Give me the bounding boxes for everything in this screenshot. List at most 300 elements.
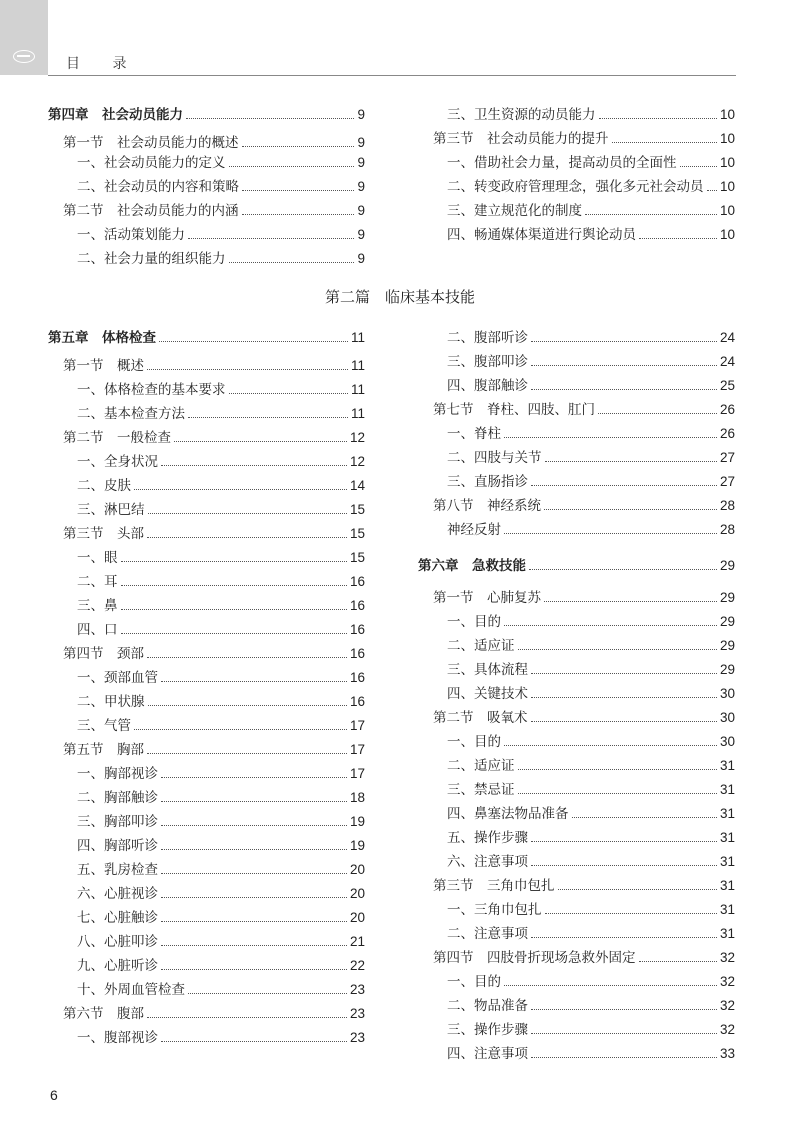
toc-entry-page: 30 bbox=[719, 710, 735, 725]
toc-entry-section[interactable] bbox=[418, 399, 735, 419]
dot-leader bbox=[531, 341, 717, 342]
toc-entry-page: 26 bbox=[719, 402, 735, 417]
toc-entry-page: 11 bbox=[350, 382, 365, 397]
dot-leader bbox=[161, 825, 347, 826]
dot-leader bbox=[518, 793, 717, 794]
toc-entry-item[interactable] bbox=[48, 379, 365, 399]
dot-leader bbox=[161, 801, 347, 802]
toc-entry-page: 28 bbox=[719, 522, 735, 537]
toc-entry-title: 第三节 三角巾包扎 bbox=[433, 878, 555, 894]
toc-entry-title: 九、心脏听诊 bbox=[77, 958, 158, 974]
toc-entry-section[interactable] bbox=[48, 200, 365, 220]
toc-entry-item[interactable] bbox=[418, 923, 735, 943]
dot-leader bbox=[161, 969, 347, 970]
toc-entry-page: 9 bbox=[357, 179, 365, 194]
toc-entry-page: 10 bbox=[719, 179, 735, 194]
toc-entry-item[interactable] bbox=[418, 152, 735, 172]
toc-entry-page: 9 bbox=[357, 107, 365, 122]
toc-entry-section[interactable] bbox=[48, 427, 365, 447]
dot-leader bbox=[504, 437, 717, 438]
toc-entry-item[interactable] bbox=[48, 835, 365, 855]
toc-entry-title: 第三节 头部 bbox=[63, 526, 144, 542]
dot-leader bbox=[680, 166, 717, 167]
toc-entry-page: 24 bbox=[719, 330, 735, 345]
toc-entry-item[interactable] bbox=[48, 1027, 365, 1047]
dot-leader bbox=[531, 721, 717, 722]
dot-leader bbox=[121, 609, 347, 610]
dot-leader bbox=[174, 441, 347, 442]
toc-entry-page: 33 bbox=[719, 1046, 735, 1061]
toc-entry-page: 12 bbox=[349, 454, 365, 469]
page-number: 6 bbox=[50, 1087, 58, 1103]
toc-entry-item[interactable] bbox=[48, 787, 365, 807]
toc-entry-title: 三、直肠指诊 bbox=[447, 474, 528, 490]
toc-entry-title: 第三节 社会动员能力的提升 bbox=[433, 131, 609, 147]
dot-leader bbox=[188, 417, 348, 418]
toc-entry-title: 三、建立规范化的制度 bbox=[447, 203, 582, 219]
dot-leader bbox=[518, 649, 717, 650]
toc-entry-title: 四、口 bbox=[77, 622, 118, 638]
toc-entry-page: 24 bbox=[719, 354, 735, 369]
toc-entry-page: 23 bbox=[349, 982, 365, 997]
toc-entry-page: 16 bbox=[349, 574, 365, 589]
toc-entry-page: 10 bbox=[719, 131, 735, 146]
dot-leader bbox=[148, 705, 347, 706]
toc-entry-title: 一、体格检查的基本要求 bbox=[77, 382, 226, 398]
toc-entry-page: 9 bbox=[357, 251, 365, 266]
toc-entry-page: 9 bbox=[357, 203, 365, 218]
toc-entry-item[interactable] bbox=[418, 755, 735, 775]
toc-entry-title: 三、淋巴结 bbox=[77, 502, 145, 518]
dot-leader bbox=[242, 190, 354, 191]
toc-entry-title: 一、颈部血管 bbox=[77, 670, 158, 686]
publisher-logo-icon bbox=[13, 50, 35, 63]
toc-entry-item[interactable] bbox=[48, 499, 365, 519]
toc-entry-item[interactable] bbox=[418, 971, 735, 991]
toc-entry-item[interactable] bbox=[418, 224, 735, 244]
toc-entry-title: 第二节 社会动员能力的内涵 bbox=[63, 203, 239, 219]
toc-entry-item[interactable] bbox=[418, 731, 735, 751]
dot-leader bbox=[504, 533, 717, 534]
dot-leader bbox=[504, 625, 717, 626]
toc-entry-title: 五、乳房检查 bbox=[77, 862, 158, 878]
toc-entry-section[interactable] bbox=[418, 128, 735, 148]
dot-leader bbox=[598, 413, 717, 414]
toc-entry-title: 十、外周血管检查 bbox=[77, 982, 185, 998]
toc-entry-item[interactable] bbox=[418, 779, 735, 799]
toc-entry-page: 29 bbox=[719, 590, 735, 605]
toc-entry-item[interactable] bbox=[48, 955, 365, 975]
dot-leader bbox=[518, 769, 717, 770]
toc-entry-page: 20 bbox=[349, 862, 365, 877]
toc-entry-page: 16 bbox=[349, 646, 365, 661]
toc-entry-item[interactable] bbox=[48, 619, 365, 639]
toc-entry-page: 19 bbox=[349, 838, 365, 853]
toc-entry-title: 二、基本检查方法 bbox=[77, 406, 185, 422]
dot-leader bbox=[504, 745, 717, 746]
toc-entry-page: 22 bbox=[349, 958, 365, 973]
dot-leader bbox=[148, 513, 347, 514]
dot-leader bbox=[161, 681, 347, 682]
toc-entry-title: 二、耳 bbox=[77, 574, 118, 590]
toc-entry-title: 四、注意事项 bbox=[447, 1046, 528, 1062]
toc-entry-item[interactable] bbox=[418, 176, 735, 196]
toc-entry-page: 15 bbox=[349, 550, 365, 565]
toc-entry-title: 三、腹部叩诊 bbox=[447, 354, 528, 370]
toc-entry-title: 三、胸部叩诊 bbox=[77, 814, 158, 830]
dot-leader bbox=[531, 389, 717, 390]
dot-leader bbox=[242, 214, 355, 215]
dot-leader bbox=[529, 569, 717, 570]
dot-leader bbox=[504, 985, 717, 986]
toc-entry-item[interactable] bbox=[48, 667, 365, 687]
toc-entry-title: 一、目的 bbox=[447, 734, 501, 750]
toc-entry-page: 19 bbox=[349, 814, 365, 829]
toc-entry-page: 18 bbox=[349, 790, 365, 805]
toc-entry-page: 14 bbox=[349, 478, 365, 493]
toc-entry-chapter[interactable] bbox=[418, 555, 735, 575]
dot-leader bbox=[161, 1041, 347, 1042]
toc-entry-page: 21 bbox=[349, 934, 365, 949]
dot-leader bbox=[531, 365, 717, 366]
toc-entry-title: 二、四肢与关节 bbox=[447, 450, 542, 466]
toc-entry-page: 17 bbox=[349, 718, 365, 733]
toc-entry-title: 第六章 急救技能 bbox=[418, 558, 526, 574]
toc-entry-title: 二、注意事项 bbox=[447, 926, 528, 942]
toc-entry-title: 神经反射 bbox=[447, 522, 501, 538]
toc-entry-title: 一、眼 bbox=[77, 550, 118, 566]
part-heading: 第二篇 临床基本技能 bbox=[324, 288, 475, 306]
dot-leader bbox=[544, 509, 717, 510]
toc-entry-title: 三、鼻 bbox=[77, 598, 118, 614]
dot-leader bbox=[544, 601, 717, 602]
dot-leader bbox=[134, 729, 347, 730]
toc-entry-page: 31 bbox=[719, 758, 735, 773]
toc-entry-item[interactable] bbox=[418, 803, 735, 823]
toc-entry-title: 第五章 体格检查 bbox=[48, 330, 156, 346]
toc-entry-title: 二、胸部触诊 bbox=[77, 790, 158, 806]
toc-entry-title: 一、借助社会力量，提高动员的全面性 bbox=[447, 155, 677, 171]
dot-leader bbox=[531, 1033, 717, 1034]
toc-entry-page: 17 bbox=[349, 742, 365, 757]
toc-entry-item[interactable] bbox=[48, 403, 365, 423]
toc-entry-page: 10 bbox=[719, 227, 735, 242]
toc-entry-title: 三、卫生资源的动员能力 bbox=[447, 107, 596, 123]
toc-entry-item[interactable] bbox=[48, 595, 365, 615]
toc-entry-page: 16 bbox=[349, 622, 365, 637]
toc-entry-title: 第四节 颈部 bbox=[63, 646, 144, 662]
toc-entry-title: 第五节 胸部 bbox=[63, 742, 144, 758]
toc-chapter4-left bbox=[48, 104, 365, 267]
toc-entry-page: 31 bbox=[719, 854, 735, 869]
toc-entry-section[interactable] bbox=[418, 495, 735, 515]
toc-entry-item[interactable] bbox=[48, 547, 365, 567]
toc-entry-title: 二、适应证 bbox=[447, 638, 515, 654]
toc-entry-item[interactable] bbox=[48, 907, 365, 927]
toc-entry-title: 一、目的 bbox=[447, 614, 501, 630]
toc-entry-title: 第一节 心肺复苏 bbox=[433, 590, 541, 606]
dot-leader bbox=[531, 1057, 717, 1058]
toc-entry-page: 10 bbox=[719, 203, 735, 218]
toc-entry-page: 9 bbox=[357, 135, 365, 150]
toc-entry-item[interactable] bbox=[418, 327, 735, 347]
toc-entry-item[interactable] bbox=[418, 423, 735, 443]
toc-entry-title: 一、腹部视诊 bbox=[77, 1030, 158, 1046]
toc-entry-section[interactable] bbox=[48, 523, 365, 543]
toc-entry-page: 25 bbox=[719, 378, 735, 393]
dot-leader bbox=[161, 777, 347, 778]
toc-entry-sub[interactable] bbox=[418, 519, 735, 539]
toc-entry-item[interactable] bbox=[48, 176, 365, 196]
dot-leader bbox=[147, 1017, 347, 1018]
toc-entry-title: 三、气管 bbox=[77, 718, 131, 734]
toc-entry-item[interactable] bbox=[48, 152, 365, 172]
dot-leader bbox=[188, 993, 347, 994]
toc-entry-title: 第一节 社会动员能力的概述 bbox=[63, 135, 239, 151]
dot-leader bbox=[147, 369, 348, 370]
dot-leader bbox=[707, 190, 717, 191]
dot-leader bbox=[229, 393, 348, 394]
toc-entry-item[interactable] bbox=[418, 1043, 735, 1063]
toc-entry-page: 27 bbox=[719, 474, 735, 489]
toc-entry-title: 第七节 脊柱、四肢、肛门 bbox=[433, 402, 595, 418]
toc-entry-title: 四、腹部触诊 bbox=[447, 378, 528, 394]
toc-entry-page: 20 bbox=[349, 910, 365, 925]
toc-entry-item[interactable] bbox=[48, 859, 365, 879]
toc-entry-page: 11 bbox=[350, 330, 365, 345]
toc-entry-page: 16 bbox=[349, 598, 365, 613]
dot-leader bbox=[147, 657, 347, 658]
dot-leader bbox=[147, 753, 347, 754]
toc-entry-page: 16 bbox=[349, 670, 365, 685]
toc-entry-section[interactable] bbox=[48, 132, 365, 152]
dot-leader bbox=[186, 118, 354, 119]
toc-entry-page: 31 bbox=[719, 878, 735, 893]
toc-entry-chapter[interactable] bbox=[48, 104, 365, 124]
toc-entry-item[interactable] bbox=[418, 104, 735, 124]
toc-entry-title: 第四节 四肢骨折现场急救外固定 bbox=[433, 950, 636, 966]
toc-entry-item[interactable] bbox=[48, 931, 365, 951]
toc-entry-item[interactable] bbox=[418, 375, 735, 395]
toc-entry-item[interactable] bbox=[418, 899, 735, 919]
toc-entry-title: 四、鼻塞法物品准备 bbox=[447, 806, 569, 822]
dot-leader bbox=[531, 673, 717, 674]
toc-entry-item[interactable] bbox=[48, 451, 365, 471]
toc-part2-right bbox=[418, 327, 735, 1067]
toc-entry-page: 9 bbox=[357, 227, 365, 242]
toc-entry-item[interactable] bbox=[418, 611, 735, 631]
dot-leader bbox=[572, 817, 717, 818]
dot-leader bbox=[188, 238, 354, 239]
toc-entry-page: 26 bbox=[719, 426, 735, 441]
toc-entry-title: 四、胸部听诊 bbox=[77, 838, 158, 854]
toc-entry-item[interactable] bbox=[48, 763, 365, 783]
toc-entry-page: 16 bbox=[349, 694, 365, 709]
toc-entry-title: 第六节 腹部 bbox=[63, 1006, 144, 1022]
dot-leader bbox=[639, 238, 717, 239]
toc-entry-item[interactable] bbox=[418, 683, 735, 703]
toc-entry-page: 32 bbox=[719, 974, 735, 989]
toc-entry-page: 11 bbox=[350, 358, 365, 373]
toc-entry-title: 一、脊柱 bbox=[447, 426, 501, 442]
toc-entry-page: 31 bbox=[719, 806, 735, 821]
toc-entry-page: 32 bbox=[719, 998, 735, 1013]
header-rule bbox=[48, 75, 736, 76]
toc-entry-title: 二、腹部听诊 bbox=[447, 330, 528, 346]
toc-entry-item[interactable] bbox=[418, 447, 735, 467]
toc-entry-title: 六、心脏视诊 bbox=[77, 886, 158, 902]
toc-entry-page: 28 bbox=[719, 498, 735, 513]
toc-entry-section[interactable] bbox=[48, 1003, 365, 1023]
toc-entry-chapter[interactable] bbox=[48, 327, 365, 347]
toc-entry-page: 23 bbox=[349, 1006, 365, 1021]
dot-leader bbox=[229, 166, 355, 167]
toc-entry-item[interactable] bbox=[48, 883, 365, 903]
toc-entry-page: 29 bbox=[719, 614, 735, 629]
toc-entry-page: 10 bbox=[719, 155, 735, 170]
toc-entry-section[interactable] bbox=[418, 707, 735, 727]
toc-chapter4-right bbox=[418, 104, 735, 244]
toc-entry-page: 31 bbox=[719, 926, 735, 941]
dot-leader bbox=[121, 633, 347, 634]
dot-leader bbox=[161, 945, 347, 946]
dot-leader bbox=[531, 865, 717, 866]
toc-part2-left bbox=[48, 327, 365, 1067]
toc-entry-section[interactable] bbox=[418, 875, 735, 895]
toc-entry-title: 五、操作步骤 bbox=[447, 830, 528, 846]
dot-leader bbox=[242, 146, 355, 147]
toc-entry-section[interactable] bbox=[418, 587, 735, 607]
toc-entry-page: 31 bbox=[719, 782, 735, 797]
dot-leader bbox=[612, 142, 717, 143]
toc-entry-page: 30 bbox=[719, 686, 735, 701]
toc-entry-section[interactable] bbox=[48, 643, 365, 663]
toc-entry-section[interactable] bbox=[418, 947, 735, 967]
toc-entry-page: 31 bbox=[719, 830, 735, 845]
dot-leader bbox=[161, 465, 347, 466]
toc-entry-title: 一、目的 bbox=[447, 974, 501, 990]
toc-entry-title: 四、关键技术 bbox=[447, 686, 528, 702]
toc-entry-title: 一、全身状况 bbox=[77, 454, 158, 470]
toc-entry-section[interactable] bbox=[48, 739, 365, 759]
toc-entry-item[interactable] bbox=[418, 827, 735, 847]
toc-entry-item[interactable] bbox=[48, 979, 365, 999]
toc-entry-page: 11 bbox=[350, 406, 365, 421]
dot-leader bbox=[161, 873, 347, 874]
toc-entry-page: 17 bbox=[349, 766, 365, 781]
toc-entry-title: 二、物品准备 bbox=[447, 998, 528, 1014]
toc-entry-page: 10 bbox=[719, 107, 735, 122]
dot-leader bbox=[121, 561, 347, 562]
toc-entry-item[interactable] bbox=[48, 715, 365, 735]
toc-entry-title: 第八节 神经系统 bbox=[433, 498, 541, 514]
toc-entry-title: 第一节 概述 bbox=[63, 358, 144, 374]
dot-leader bbox=[161, 897, 347, 898]
dot-leader bbox=[585, 214, 717, 215]
dot-leader bbox=[531, 1009, 717, 1010]
dot-leader bbox=[531, 697, 717, 698]
dot-leader bbox=[161, 921, 347, 922]
toc-entry-title: 四、畅通媒体渠道进行舆论动员 bbox=[447, 227, 636, 243]
dot-leader bbox=[599, 118, 717, 119]
toc-entry-title: 第二节 一般检查 bbox=[63, 430, 171, 446]
toc-entry-item[interactable] bbox=[418, 635, 735, 655]
toc-entry-title: 一、胸部视诊 bbox=[77, 766, 158, 782]
toc-entry-item[interactable] bbox=[418, 200, 735, 220]
toc-entry-title: 二、转变政府管理理念，强化多元社会动员 bbox=[447, 179, 704, 195]
toc-entry-page: 20 bbox=[349, 886, 365, 901]
dot-leader bbox=[159, 341, 348, 342]
toc-entry-section[interactable] bbox=[48, 355, 365, 375]
toc-entry-item[interactable] bbox=[418, 351, 735, 371]
toc-entry-title: 一、三角巾包扎 bbox=[447, 902, 542, 918]
dot-leader bbox=[147, 537, 347, 538]
toc-entry-item[interactable] bbox=[48, 224, 365, 244]
toc-entry-page: 12 bbox=[349, 430, 365, 445]
dot-leader bbox=[229, 262, 355, 263]
toc-entry-item[interactable] bbox=[418, 1019, 735, 1039]
toc-entry-item[interactable] bbox=[48, 248, 365, 268]
toc-entry-title: 六、注意事项 bbox=[447, 854, 528, 870]
toc-entry-title: 第四章 社会动员能力 bbox=[48, 107, 183, 123]
dot-leader bbox=[134, 489, 347, 490]
toc-entry-title: 二、社会动员的内容和策略 bbox=[77, 179, 239, 195]
header-gray-block bbox=[0, 0, 48, 75]
toc-entry-page: 9 bbox=[357, 155, 365, 170]
toc-entry-title: 一、社会动员能力的定义 bbox=[77, 155, 226, 171]
dot-leader bbox=[531, 841, 717, 842]
header-title: 目 录 bbox=[66, 56, 141, 72]
dot-leader bbox=[121, 585, 347, 586]
toc-entry-title: 八、心脏叩诊 bbox=[77, 934, 158, 950]
toc-entry-page: 32 bbox=[719, 1022, 735, 1037]
toc-entry-item[interactable] bbox=[48, 571, 365, 591]
toc-entry-page: 29 bbox=[719, 662, 735, 677]
toc-entry-title: 三、具体流程 bbox=[447, 662, 528, 678]
toc-entry-item[interactable] bbox=[418, 995, 735, 1015]
dot-leader bbox=[545, 913, 717, 914]
toc-entry-item[interactable] bbox=[418, 471, 735, 491]
toc-entry-title: 三、禁忌证 bbox=[447, 782, 515, 798]
dot-leader bbox=[545, 461, 717, 462]
toc-entry-item[interactable] bbox=[418, 851, 735, 871]
toc-entry-page: 29 bbox=[719, 638, 735, 653]
dot-leader bbox=[558, 889, 717, 890]
toc-entry-page: 27 bbox=[719, 450, 735, 465]
toc-entry-item[interactable] bbox=[418, 659, 735, 679]
toc-entry-title: 第二节 吸氧术 bbox=[433, 710, 528, 726]
dot-leader bbox=[531, 485, 717, 486]
toc-entry-page: 32 bbox=[719, 950, 735, 965]
toc-entry-title: 一、活动策划能力 bbox=[77, 227, 185, 243]
toc-entry-page: 29 bbox=[719, 558, 735, 573]
toc-entry-title: 二、甲状腺 bbox=[77, 694, 145, 710]
toc-entry-page: 15 bbox=[349, 502, 365, 517]
toc-entry-title: 三、操作步骤 bbox=[447, 1022, 528, 1038]
toc-entry-page: 31 bbox=[719, 902, 735, 917]
toc-entry-item[interactable] bbox=[48, 475, 365, 495]
toc-entry-item[interactable] bbox=[48, 811, 365, 831]
dot-leader bbox=[161, 849, 347, 850]
toc-entry-page: 23 bbox=[349, 1030, 365, 1045]
toc-entry-title: 七、心脏触诊 bbox=[77, 910, 158, 926]
toc-entry-title: 二、皮肤 bbox=[77, 478, 131, 494]
toc-entry-item[interactable] bbox=[48, 691, 365, 711]
toc-entry-title: 二、社会力量的组织能力 bbox=[77, 251, 226, 267]
toc-entry-page: 15 bbox=[349, 526, 365, 541]
dot-leader bbox=[639, 961, 717, 962]
toc-entry-page: 30 bbox=[719, 734, 735, 749]
